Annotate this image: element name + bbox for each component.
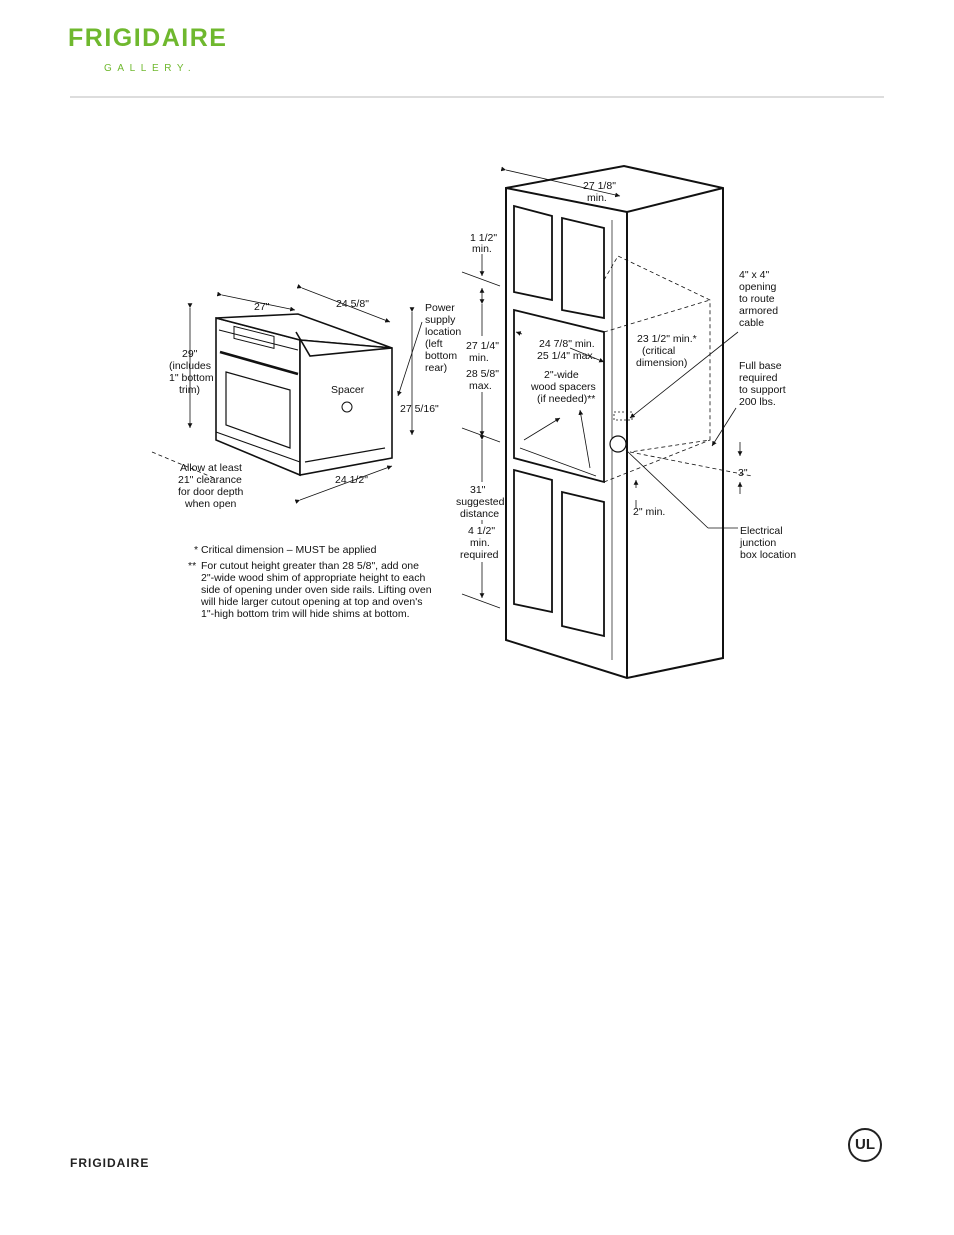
shim-note-marker: **: [188, 560, 197, 572]
shim-note-line-4: will hide larger cutout opening at top and oven's: [201, 596, 423, 608]
base-gap-label: 3": [738, 467, 748, 479]
top-gap-label-2: min.: [472, 243, 492, 255]
power-label-3: location: [425, 326, 462, 338]
depth-label-2: (critical: [642, 345, 676, 357]
shim-note-line-5: 1"-high bottom trim will hide shims at bottom.: [201, 608, 410, 620]
ul-certification-icon: UL: [848, 1128, 882, 1162]
floor-gap-label-1: 4 1/2": [468, 525, 496, 537]
cutout-width-label-2: 25 1/4" max.: [537, 350, 596, 362]
oven-height-label-3: 1" bottom: [169, 372, 214, 384]
spacers-label-1: 2"-wide: [544, 369, 579, 381]
cabinet-width-label-1: 27 1/8": [583, 180, 616, 192]
cabinet-width-label-2: min.: [587, 192, 607, 204]
junction-label-1: Electrical: [740, 525, 783, 537]
base-label-4: 200 lbs.: [739, 396, 776, 408]
shim-note-line-3: side of opening under oven side rails. Lifting oven: [201, 584, 432, 596]
oven-depth-top-label: 24 5/8": [336, 298, 369, 310]
cutout-height-label-3: 28 5/8": [466, 368, 499, 380]
depth-label-3: dimension): [636, 357, 688, 369]
spacer-label: Spacer: [331, 384, 365, 396]
power-label-1: Power: [425, 302, 455, 314]
footer-logo: FRIGIDAIRE: [70, 1156, 150, 1170]
spacers-label-2: wood spacers: [531, 381, 596, 393]
opening-label-4: armored: [739, 305, 779, 317]
clearance-label-1: Allow at least: [180, 462, 242, 474]
cabinet-drawing: [506, 166, 723, 678]
opening-label-1: 4" x 4": [739, 269, 770, 281]
base-label-2: required: [739, 372, 778, 384]
cutout-height-label-1: 27 1/4": [466, 340, 499, 352]
base-label-3: to support: [739, 384, 786, 396]
oven-width-label: 27": [254, 301, 270, 313]
depth-label-1: 23 1/2" min.*: [637, 333, 697, 345]
clearance-label-2: 21" clearance: [178, 474, 242, 486]
side-height-label: 27 5/16": [400, 403, 439, 415]
power-label-2: supply: [425, 314, 456, 326]
oven-height-label-4: trim): [179, 384, 200, 396]
critical-note: * Critical dimension – MUST be applied: [194, 544, 377, 556]
power-label-5: bottom: [425, 350, 458, 362]
clearance-label-3: for door depth: [178, 486, 244, 498]
suggested-label-1: 31": [470, 484, 486, 496]
spacers-label-3: (if needed)**: [537, 393, 596, 405]
oven-height-label-1: 29": [182, 348, 198, 360]
top-gap-label-1: 1 1/2": [470, 232, 498, 244]
opening-label-2: opening: [739, 281, 777, 293]
floor-gap-label-2: min.: [470, 537, 490, 549]
shim-note-line-2: 2"-wide wood shim of appropriate height to each: [201, 572, 426, 584]
power-label-4: (left: [425, 338, 443, 350]
oven-height-label-2: (includes: [169, 360, 212, 372]
power-label-6: rear): [425, 362, 448, 374]
floor-gap-label-3: required: [460, 549, 499, 561]
cutout-height-label-2: min.: [469, 352, 489, 364]
suggested-label-3: distance: [460, 508, 500, 520]
bottom-depth-label: 24 1/2": [335, 474, 368, 486]
cutout-height-label-4: max.: [469, 380, 492, 392]
bottom-gap-label: 2" min.: [633, 506, 666, 518]
brand-sub-logo: GALLERY.: [104, 63, 197, 74]
suggested-label-2: suggested: [456, 496, 505, 508]
opening-label-5: cable: [739, 317, 765, 329]
opening-label-3: to route: [739, 293, 775, 305]
base-label-1: Full base: [739, 360, 782, 372]
brand-logo: FRIGIDAIRE: [68, 24, 228, 52]
cutout-width-label-1: 24 7/8" min.: [539, 338, 595, 350]
clearance-label-4: when open: [185, 498, 237, 510]
junction-label-2: junction: [740, 537, 777, 549]
junction-label-3: box location: [740, 549, 797, 561]
shim-note-line-1: For cutout height greater than 28 5/8", add one: [201, 560, 419, 572]
